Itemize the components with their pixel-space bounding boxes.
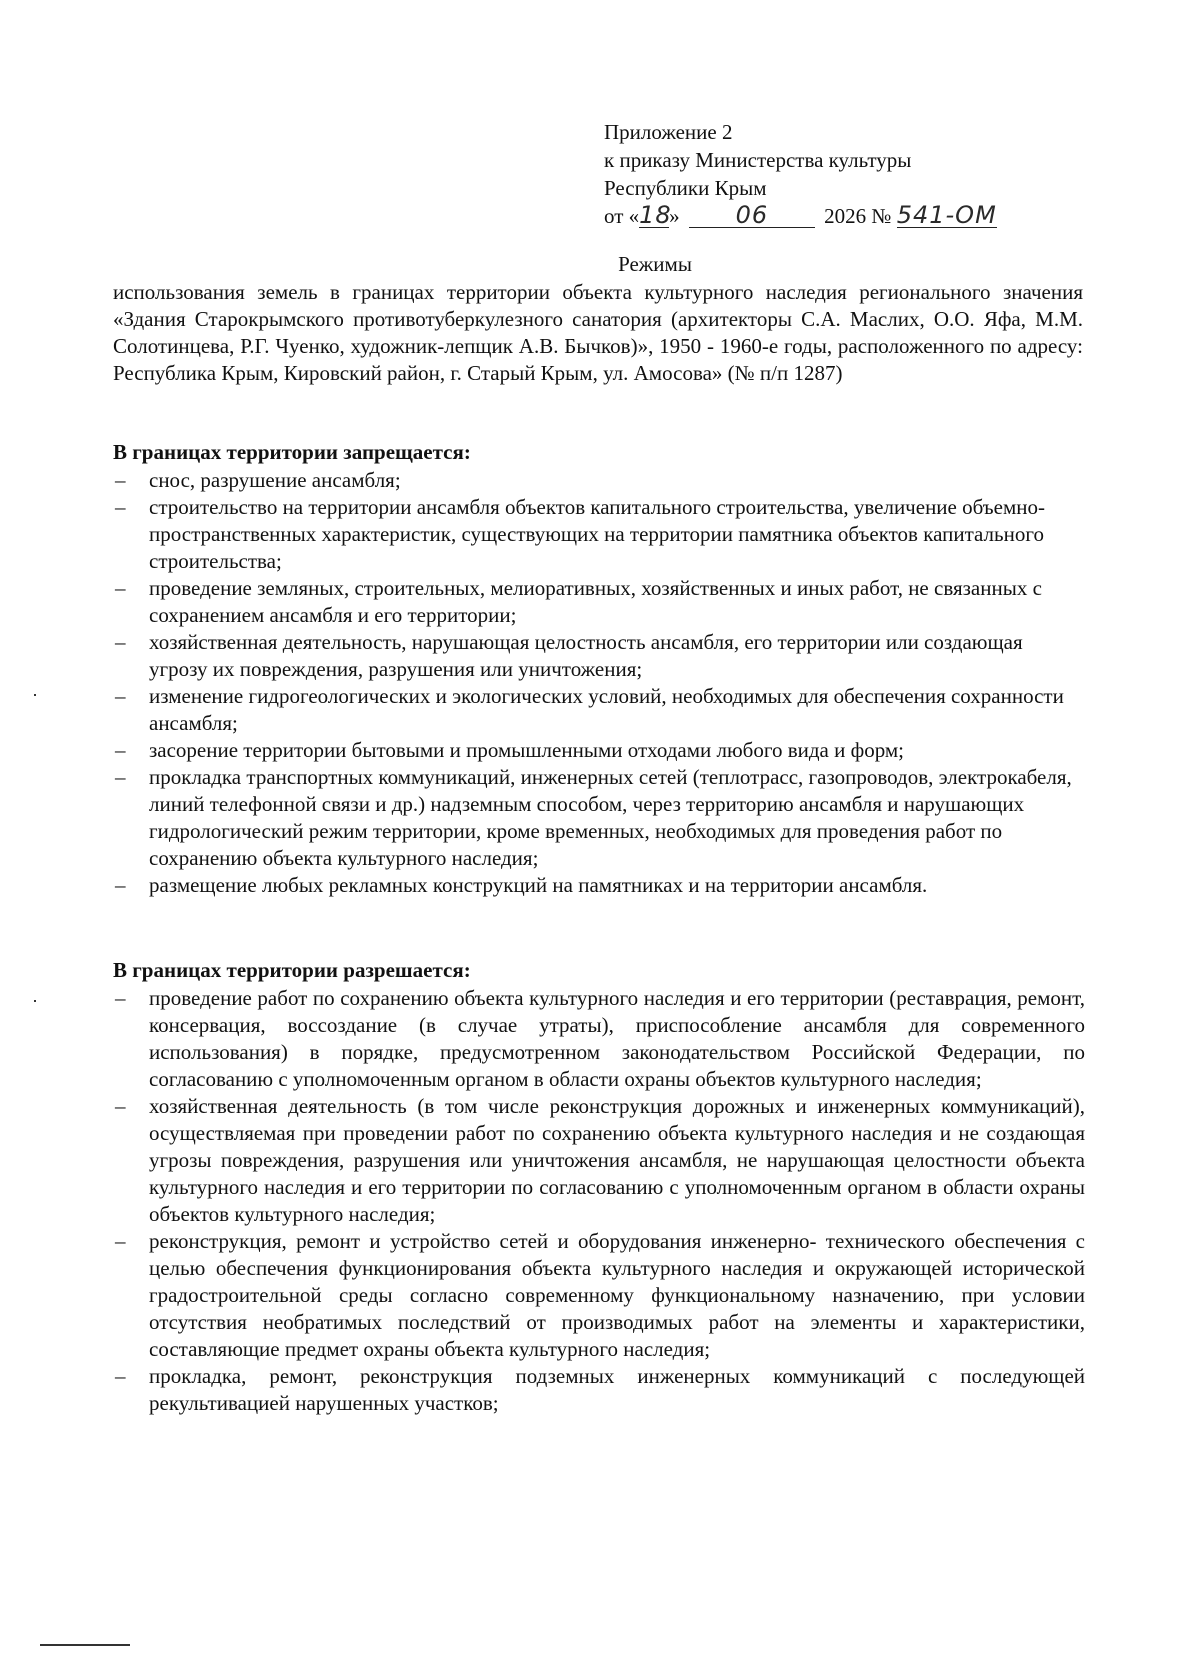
annex-title: Приложение 2 <box>604 120 733 144</box>
dash-marker: – <box>115 630 126 654</box>
list-item-text: проведение работ по сохранению объекта культурного наследия и его территории (реставрация, ремонт, консервация, воссоздание (в случае утраты), приспособление ансамбля для современного использования) в порядке, предусмотренном законодательством Российской Федерации, по согласованию с уполномоченным органом в области охраны объектов культурного наследия; <box>149 986 1085 1091</box>
list-item-text: реконструкция, ремонт и устройство сетей и оборудования инженерно- технического обеспечения с целью обеспечения функционирования объекта культурного наследия и окружающей исторической градостроительной среды согласно современному функциональному назначению, при условии отсутствия необратимых последствий от производимых работ на элементы и характеристики, составляющие предмет охраны объекта культурного наследия; <box>149 1229 1085 1361</box>
list-item <box>113 872 1085 899</box>
dash-marker: – <box>115 576 126 600</box>
list-item-text: размещение любых рекламных конструкций на памятниках и на территории ансамбля. <box>149 873 928 897</box>
list-item <box>113 764 1085 872</box>
order-number-field <box>896 201 997 229</box>
list-item <box>113 1363 1085 1417</box>
prohibited-heading: В границах территории запрещается: <box>113 440 471 464</box>
annex-date-line <box>604 202 997 230</box>
list-item <box>113 985 1085 1093</box>
dash-marker: – <box>115 495 126 519</box>
list-item-text: проведение земляных, строительных, мелиоративных, хозяйственных и иных работ, не связанных с сохранением ансамбля и его территории; <box>149 576 1042 627</box>
scan-line-mark <box>40 1644 130 1646</box>
date-quote: » <box>669 204 680 228</box>
dash-marker: – <box>115 986 126 1010</box>
dash-marker: – <box>115 738 126 762</box>
dash-marker: – <box>115 1229 126 1253</box>
list-item-text: хозяйственная деятельность, нарушающая целостность ансамбля, его территории или создающая угрозу их повреждения, разрушения или уничтожения; <box>149 630 1023 681</box>
date-day-field <box>639 201 672 229</box>
date-prefix: от « <box>604 204 640 228</box>
list-item-text: прокладка транспортных коммуникаций, инженерных сетей (теплотрасс, газопроводов, электрокабеля, линий телефонной связи и др.) надземным способом, через территорию ансамбля и нарушающих гидрологический режим территории, кроме временных, необходимых для проведения работ по сохранению объекта культурного наследия; <box>149 765 1072 870</box>
list-item <box>113 1228 1085 1363</box>
permitted-heading: В границах территории разрешается: <box>113 958 471 982</box>
list-item <box>113 1093 1085 1228</box>
dash-marker: – <box>115 765 126 789</box>
list-item <box>113 683 1085 737</box>
prohibited-list <box>113 467 1085 899</box>
list-item <box>113 629 1085 683</box>
list-item-text: прокладка, ремонт, реконструкция подземных инженерных коммуникаций с последующей рекультивацией нарушенных участков; <box>149 1364 1085 1415</box>
year-number-label: 2026 № <box>824 204 892 228</box>
scan-speck <box>34 694 36 696</box>
handwritten-month: 06 <box>735 201 769 229</box>
list-item-text: строительство на территории ансамбля объектов капитального строительства, увеличение объемно-пространственных характеристик, существующих на территории памятника объектов капитального строительства; <box>149 495 1045 573</box>
list-item-text: засорение территории бытовыми и промышленными отходами любого вида и форм; <box>149 738 905 762</box>
list-item <box>113 494 1085 575</box>
list-item <box>113 737 1085 764</box>
dash-marker: – <box>115 468 126 492</box>
annex-block <box>604 118 997 230</box>
annex-republic-line: Республики Крым <box>604 176 767 200</box>
list-item-text: снос, разрушение ансамбля; <box>149 468 401 492</box>
list-item-text: изменение гидрогеологических и экологических условий, необходимых для обеспечения сохранности ансамбля; <box>149 684 1064 735</box>
list-item <box>113 575 1085 629</box>
scan-speck <box>34 1000 36 1002</box>
dash-marker: – <box>115 873 126 897</box>
dash-marker: – <box>115 1364 126 1388</box>
permitted-list <box>113 985 1085 1417</box>
handwritten-day: 18 <box>639 201 672 229</box>
document-subtitle: использования земель в границах территории объекта культурного наследия регионального значения «Здания Старокрымского противотуберкулезного санатория (архитекторы С.А. Маслих, О.О. Яфа, М.М. Солотинцева, Р.Г. Чуенко, художник-лепщик А.В. Бычков)», 1950 - 1960-е годы, расположенного по адресу: Республика Крым, Кировский район, г. Старый Крым, ул. Амосова» (№ п/п 1287) <box>113 280 1083 385</box>
list-item <box>113 467 1085 494</box>
document-title: Режимы <box>618 252 692 276</box>
handwritten-number: 541-ОМ <box>896 201 997 229</box>
annex-order-line: к приказу Министерства культуры <box>604 148 912 172</box>
list-item-text: хозяйственная деятельность (в том числе реконструкция дорожных и инженерных коммуникаций), осуществляемая при проведении работ по сохранению объекта культурного наследия и не создающая угрозы повреждения, разрушения или уничтожения ансамбля, не нарушающая целостности объекта культурного наследия и его территории по согласованию с уполномоченным органом в области охраны объектов культурного наследия; <box>149 1094 1085 1226</box>
dash-marker: – <box>115 684 126 708</box>
dash-marker: – <box>115 1094 126 1118</box>
date-month-field <box>689 201 815 229</box>
